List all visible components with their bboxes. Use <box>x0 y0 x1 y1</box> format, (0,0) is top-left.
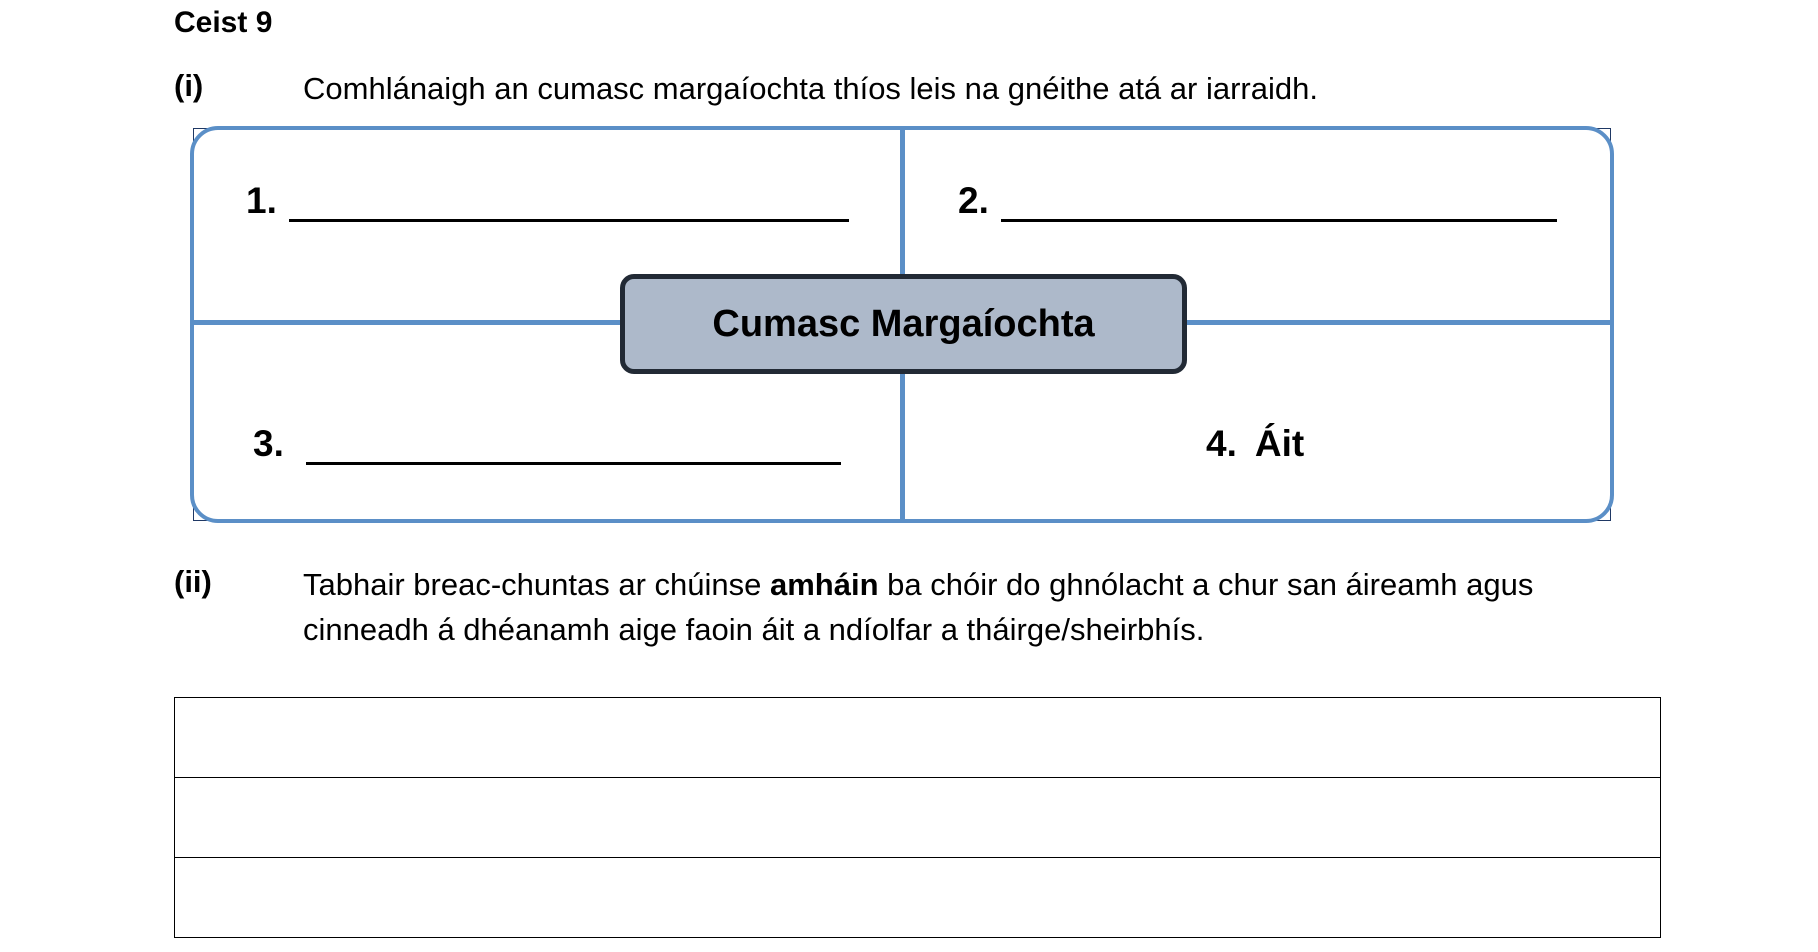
part-i-label: (i) <box>174 68 204 103</box>
mix-item-4-number: 4. <box>1206 423 1237 464</box>
mix-item-3-number: 3. <box>253 423 284 464</box>
part-ii-emphasis: amháin <box>769 567 879 602</box>
marketing-mix-diagram <box>190 126 1614 523</box>
part-i-instruction: Comhlánaigh an cumasc margaíochta thíos leis na gnéithe atá ar iarraidh. <box>303 71 1318 106</box>
answer-cell[interactable] <box>175 858 1661 938</box>
mix-item-2 <box>958 180 1557 222</box>
mix-item-1-answer-line[interactable] <box>289 217 849 222</box>
mix-item-1 <box>246 180 849 222</box>
mix-item-4-text: Áit <box>1254 423 1305 464</box>
answer-row <box>175 698 1661 778</box>
question-title: Ceist 9 <box>174 6 273 39</box>
mix-item-3-answer-line[interactable] <box>306 460 841 465</box>
part-ii-label: (ii) <box>174 564 212 599</box>
answer-row <box>175 778 1661 858</box>
answer-cell[interactable] <box>175 698 1661 778</box>
part-ii-text-end: ba chóir do ghnólacht a chur san áireamh agus cinneadh á dhéanamh aige faoin áit a ndíolfar a tháirge/sheirbhís. <box>303 567 1534 647</box>
mix-item-4 <box>1206 423 1304 465</box>
part-ii-text-start: Tabhair breac-chuntas ar chúinse <box>303 567 770 602</box>
answer-row <box>175 858 1661 938</box>
mix-item-2-number: 2. <box>958 180 989 221</box>
mix-item-1-number: 1. <box>246 180 277 221</box>
answer-table <box>174 697 1661 938</box>
diagram-center-label: Cumasc Margaíochta <box>620 274 1187 374</box>
mix-item-2-answer-line[interactable] <box>1001 217 1557 222</box>
mix-item-3 <box>253 423 841 465</box>
part-ii-instruction <box>303 562 1643 652</box>
answer-cell[interactable] <box>175 778 1661 858</box>
